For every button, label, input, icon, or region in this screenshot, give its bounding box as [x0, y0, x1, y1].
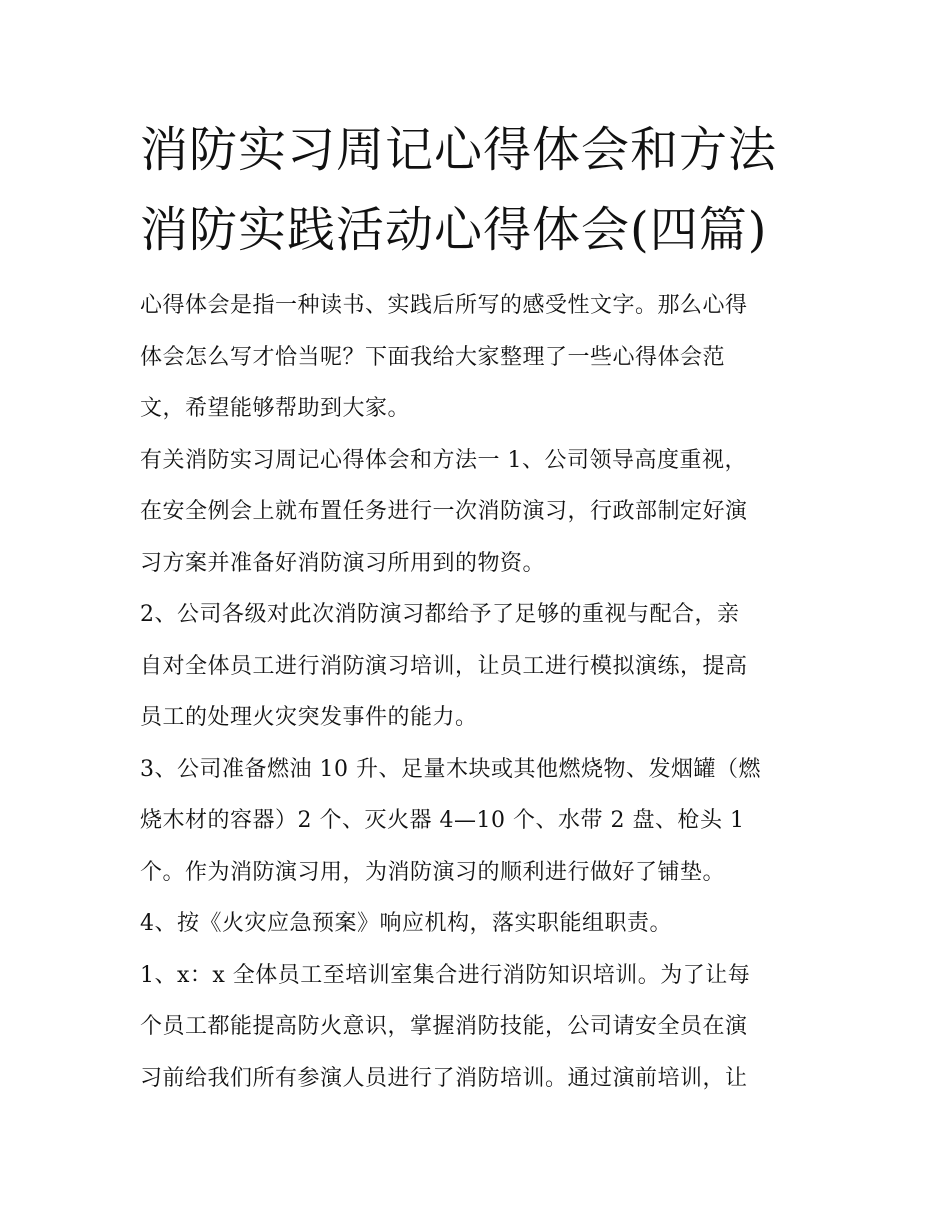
document-content — [140, 110, 820, 1104]
text-line: 3、公司准备燃油 10 升、足量木块或其他燃烧物、发烟罐（燃 — [140, 756, 761, 782]
text-line: 自对全体员工进行消防演习培训，让员工进行模拟演练，提高 — [140, 653, 748, 679]
text-line: 习方案并准备好消防演习所用到的物资。 — [140, 550, 546, 576]
text-line: 1、x：x 全体员工至培训室集合进行消防知识培训。为了让每 — [140, 962, 751, 988]
paragraph-4 — [140, 898, 820, 950]
text-line: 文，希望能够帮助到大家。 — [140, 396, 411, 421]
document-body — [140, 280, 820, 1104]
text-line: 个。作为消防演习用，为消防演习的顺利进行做好了铺垫。 — [140, 859, 726, 885]
title-line: 消防实习周记心得体会和方法 — [140, 122, 778, 178]
text-line: 有关消防实习周记心得体会和方法一 1、公司领导高度重视， — [140, 447, 747, 473]
text-line: 个员工都能提高防火意识，掌握消防技能，公司请安全员在演 — [140, 1014, 748, 1039]
text-line: 烧木材的容器）2 个、灭火器 4—10 个、水带 2 盘、枪头 1 — [140, 808, 745, 833]
title-line: 消防实践活动心得体会(四篇) — [140, 202, 768, 258]
text-line: 员工的处理火灾突发事件的能力。 — [140, 705, 478, 730]
paragraph-2 — [140, 589, 820, 744]
text-line: 体会怎么写才恰当呢？下面我给大家整理了一些心得体会范 — [140, 344, 726, 370]
document-title — [140, 110, 820, 270]
text-line: 4、按《火灾应急预案》响应机构，落实职能组职责。 — [140, 911, 672, 936]
text-line: 2、公司各级对此次消防演习都给予了足够的重视与配合，亲 — [140, 602, 740, 627]
text-line: 心得体会是指一种读书、实践后所写的感受性文字。那么心得 — [140, 293, 748, 318]
text-line: 在安全例会上就布置任务进行一次消防演习，行政部制定好演 — [140, 499, 748, 524]
paragraph-intro — [140, 280, 820, 435]
paragraph-3 — [140, 744, 820, 899]
paragraph-5 — [140, 950, 820, 1105]
paragraph-1 — [140, 435, 820, 590]
text-line: 习前给我们所有参演人员进行了消防培训。通过演前培训，让 — [140, 1065, 748, 1091]
